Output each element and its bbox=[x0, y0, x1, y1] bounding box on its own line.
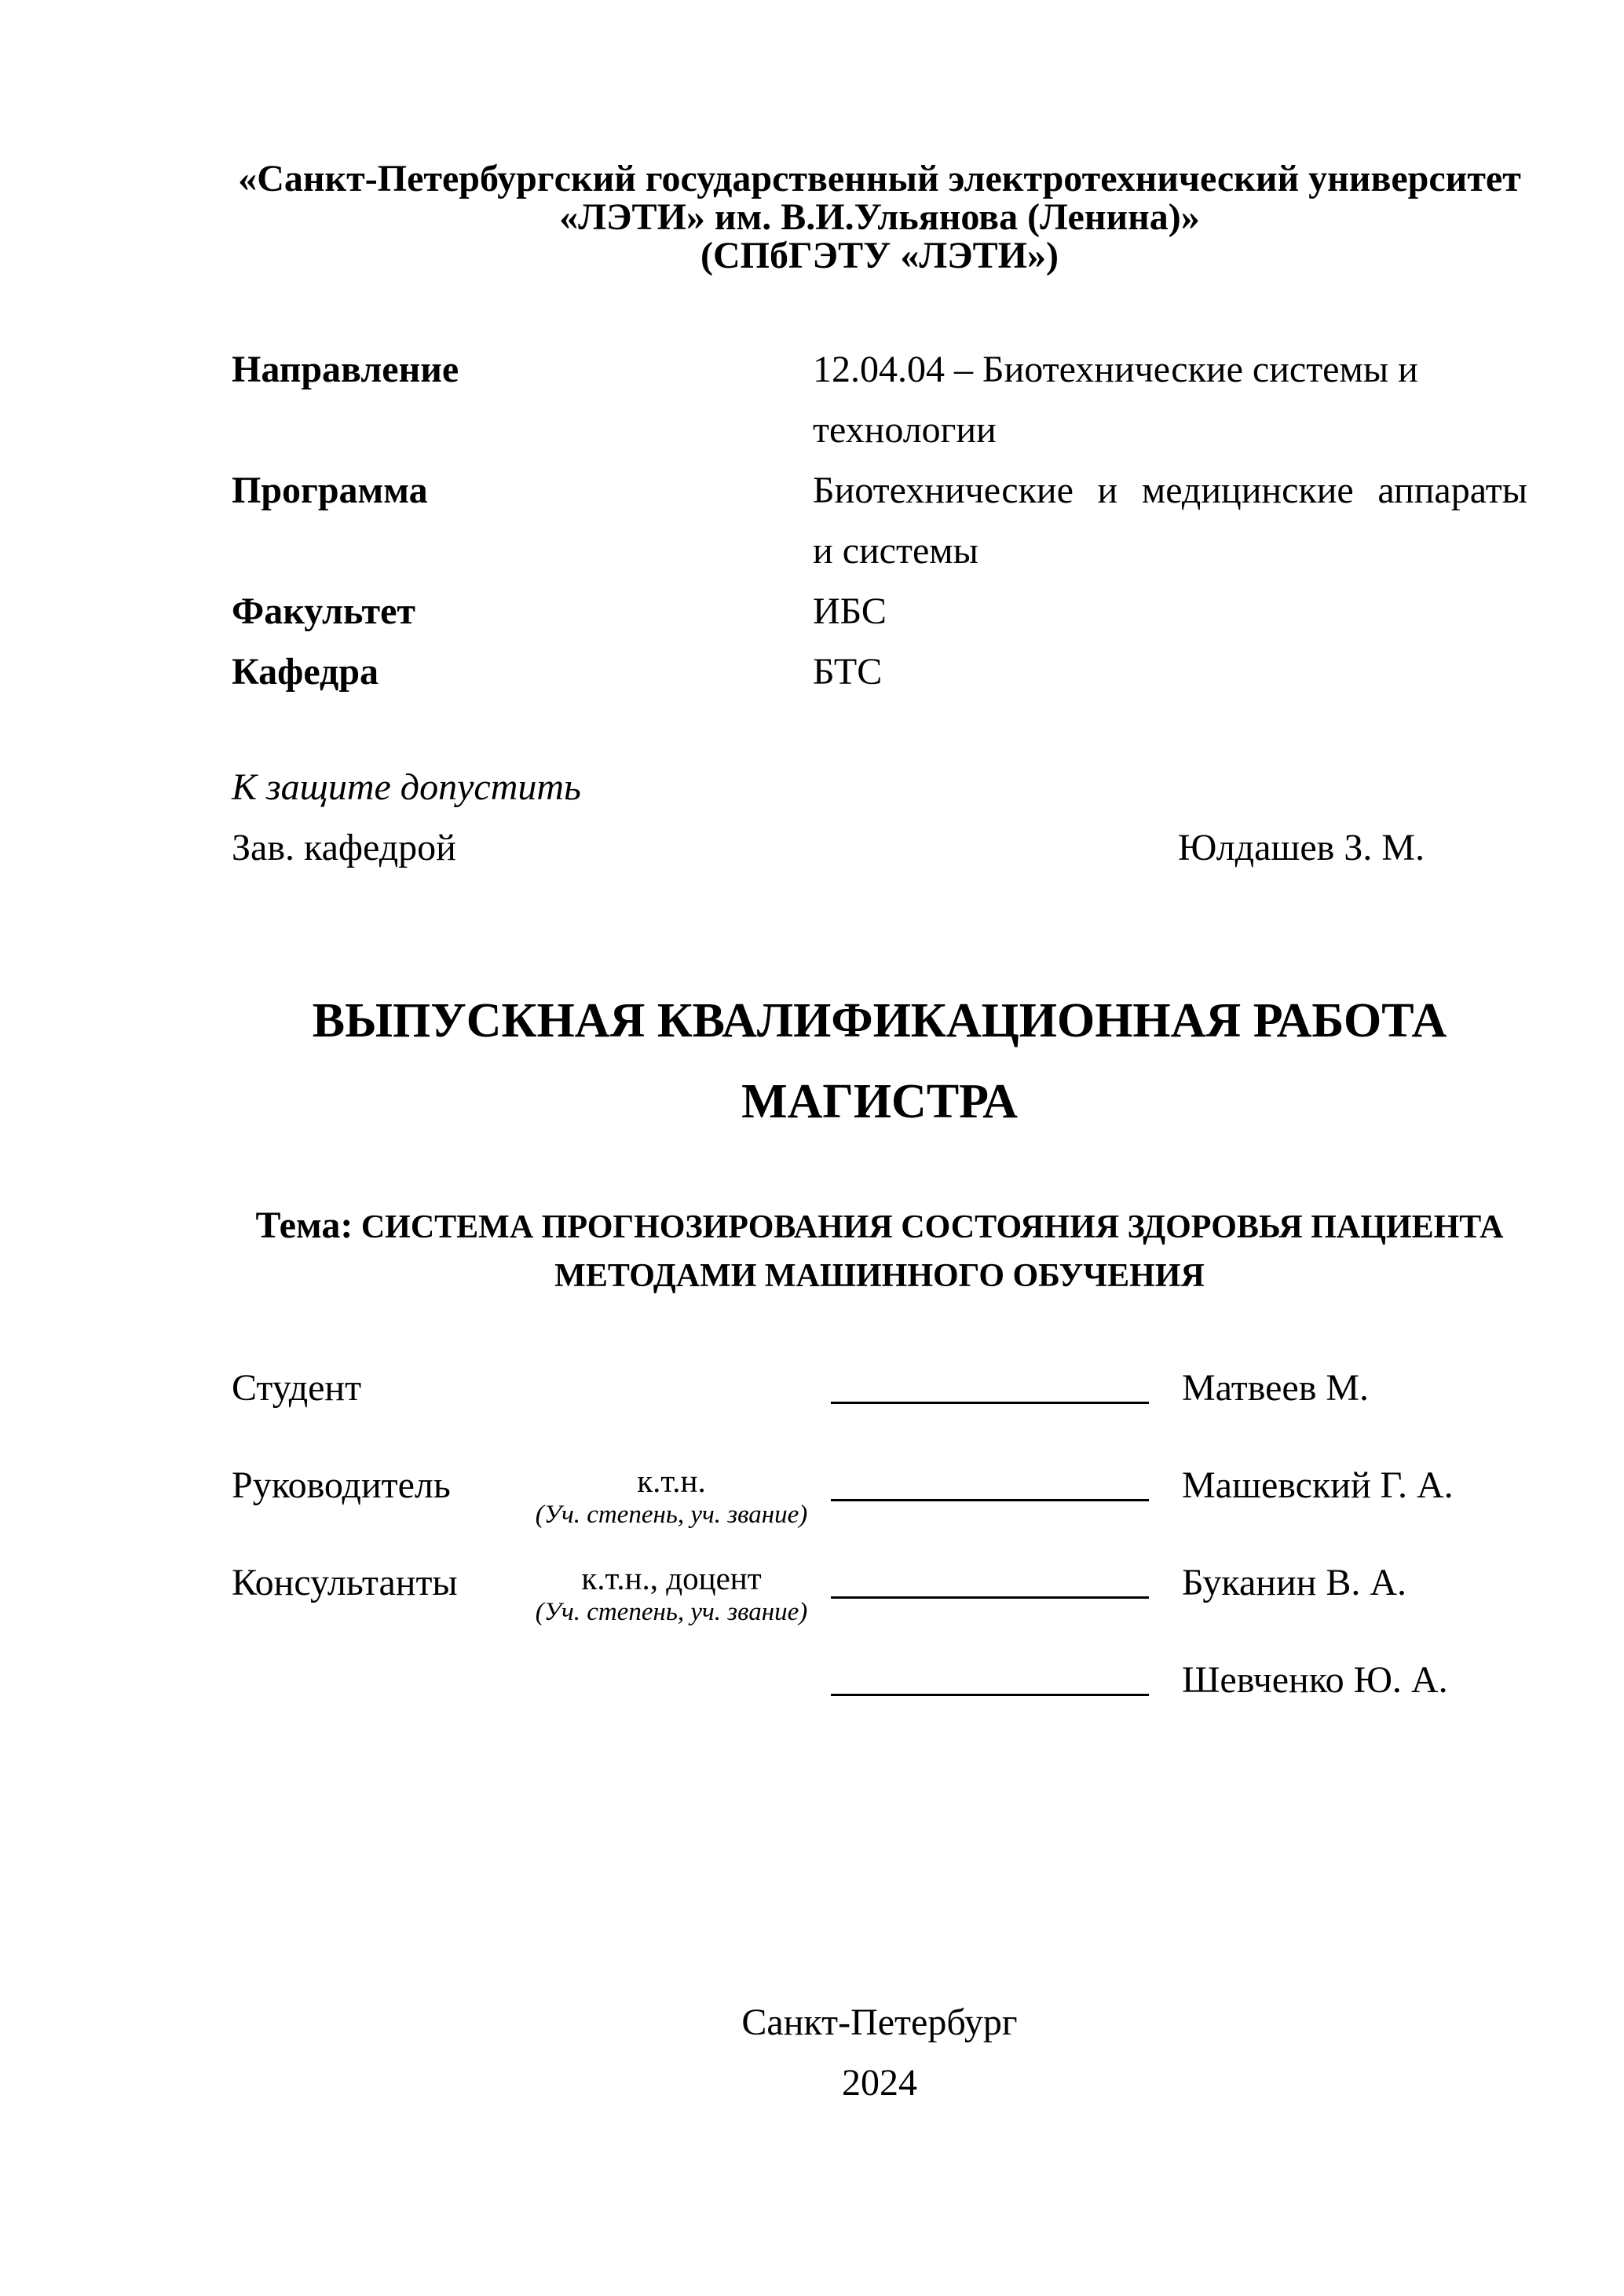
document-title bbox=[232, 981, 1527, 1143]
footer-city: Санкт-Петербург bbox=[741, 2002, 1018, 2043]
topic-text-line1: СИСТЕМА ПРОГНОЗИРОВАНИЯ СОСТОЯНИЯ ЗДОРОВЬЯ ПАЦИЕНТА bbox=[360, 1209, 1504, 1245]
university-header-line1: «Санкт-Петербургский государственный электротехнический университет bbox=[238, 158, 1521, 199]
field-value-direction-line1: 12.04.04 – Биотехнические системы и bbox=[813, 349, 1418, 390]
field-value-department-line1: БТС bbox=[813, 651, 883, 693]
field-label-department: Кафедра bbox=[232, 651, 379, 693]
department-head-name: Юлдашев З. М. bbox=[1178, 827, 1425, 868]
signature-name-student: Матвеев М. bbox=[1182, 1367, 1370, 1409]
field-label-direction: Направление bbox=[232, 349, 459, 390]
department-head-label: Зав. кафедрой bbox=[232, 827, 456, 868]
admission-block bbox=[232, 757, 1527, 878]
field-row-department bbox=[232, 642, 1527, 702]
signature-name-supervisor: Машевский Г. А. bbox=[1182, 1464, 1454, 1506]
university-header bbox=[232, 159, 1527, 275]
field-value-direction-line2: технологии bbox=[813, 409, 997, 451]
document-title-line2: МАГИСТРА bbox=[741, 1075, 1018, 1128]
signature-name-consultant-1: Буканин В. А. bbox=[1182, 1562, 1407, 1603]
university-header-line3: (СПбГЭТУ «ЛЭТИ») bbox=[700, 235, 1059, 276]
field-row-program bbox=[232, 460, 1527, 581]
signature-line-student bbox=[831, 1402, 1149, 1404]
field-value-program-line1: Биотехнические и медицинские аппараты bbox=[813, 470, 1527, 511]
field-label-faculty: Факультет bbox=[232, 590, 415, 632]
topic-label: Тема: bbox=[255, 1205, 353, 1246]
signature-degree-consultant-1: к.т.н., доцент bbox=[581, 1560, 762, 1596]
signature-line-consultant-1 bbox=[831, 1596, 1149, 1599]
footer-year: 2024 bbox=[842, 2062, 917, 2104]
field-value-program-line2: и системы bbox=[813, 530, 978, 572]
program-fields bbox=[232, 339, 1527, 702]
document-title-line1: ВЫПУСКНАЯ КВАЛИФИКАЦИОННАЯ РАБОТА bbox=[312, 994, 1447, 1047]
signature-row-consultant-1 bbox=[232, 1557, 1527, 1654]
signatures-block bbox=[232, 1362, 1527, 1752]
field-value-faculty bbox=[813, 581, 1527, 642]
signature-line-consultant-2 bbox=[831, 1694, 1149, 1696]
signature-row-student bbox=[232, 1362, 1527, 1460]
signature-row-supervisor bbox=[232, 1460, 1527, 1557]
field-row-direction bbox=[232, 339, 1527, 460]
signature-degree-supervisor: к.т.н. bbox=[637, 1463, 706, 1499]
field-value-department bbox=[813, 642, 1527, 702]
university-header-line2: «ЛЭТИ» им. В.И.Ульянова (Ленина)» bbox=[559, 196, 1200, 238]
admission-statement: К защите допустить bbox=[232, 766, 581, 808]
signature-role-student: Студент bbox=[232, 1367, 362, 1409]
field-value-faculty-line1: ИБС bbox=[813, 590, 887, 632]
field-label-program: Программа bbox=[232, 470, 428, 511]
signature-name-consultant-2: Шевченко Ю. А. bbox=[1182, 1659, 1448, 1701]
signature-row-consultant-2 bbox=[232, 1654, 1527, 1752]
field-row-faculty bbox=[232, 581, 1527, 642]
signature-line-supervisor bbox=[831, 1499, 1149, 1501]
signature-degree-caption-consultant-1: (Уч. степень, уч. звание) bbox=[535, 1598, 808, 1626]
footer-block bbox=[232, 1992, 1527, 2113]
signature-role-consultants: Консультанты bbox=[232, 1562, 458, 1603]
topic-block bbox=[232, 1201, 1527, 1300]
field-value-program bbox=[813, 460, 1527, 581]
field-value-direction bbox=[813, 339, 1527, 460]
topic-line1 bbox=[232, 1201, 1527, 1252]
topic-text-line2: МЕТОДАМИ МАШИННОГО ОБУЧЕНИЯ bbox=[554, 1258, 1205, 1294]
page-content bbox=[232, 0, 1527, 2296]
signature-degree-caption-supervisor: (Уч. степень, уч. звание) bbox=[535, 1501, 808, 1529]
signature-role-supervisor: Руководитель bbox=[232, 1464, 451, 1506]
admission-signature-row bbox=[232, 817, 1527, 878]
